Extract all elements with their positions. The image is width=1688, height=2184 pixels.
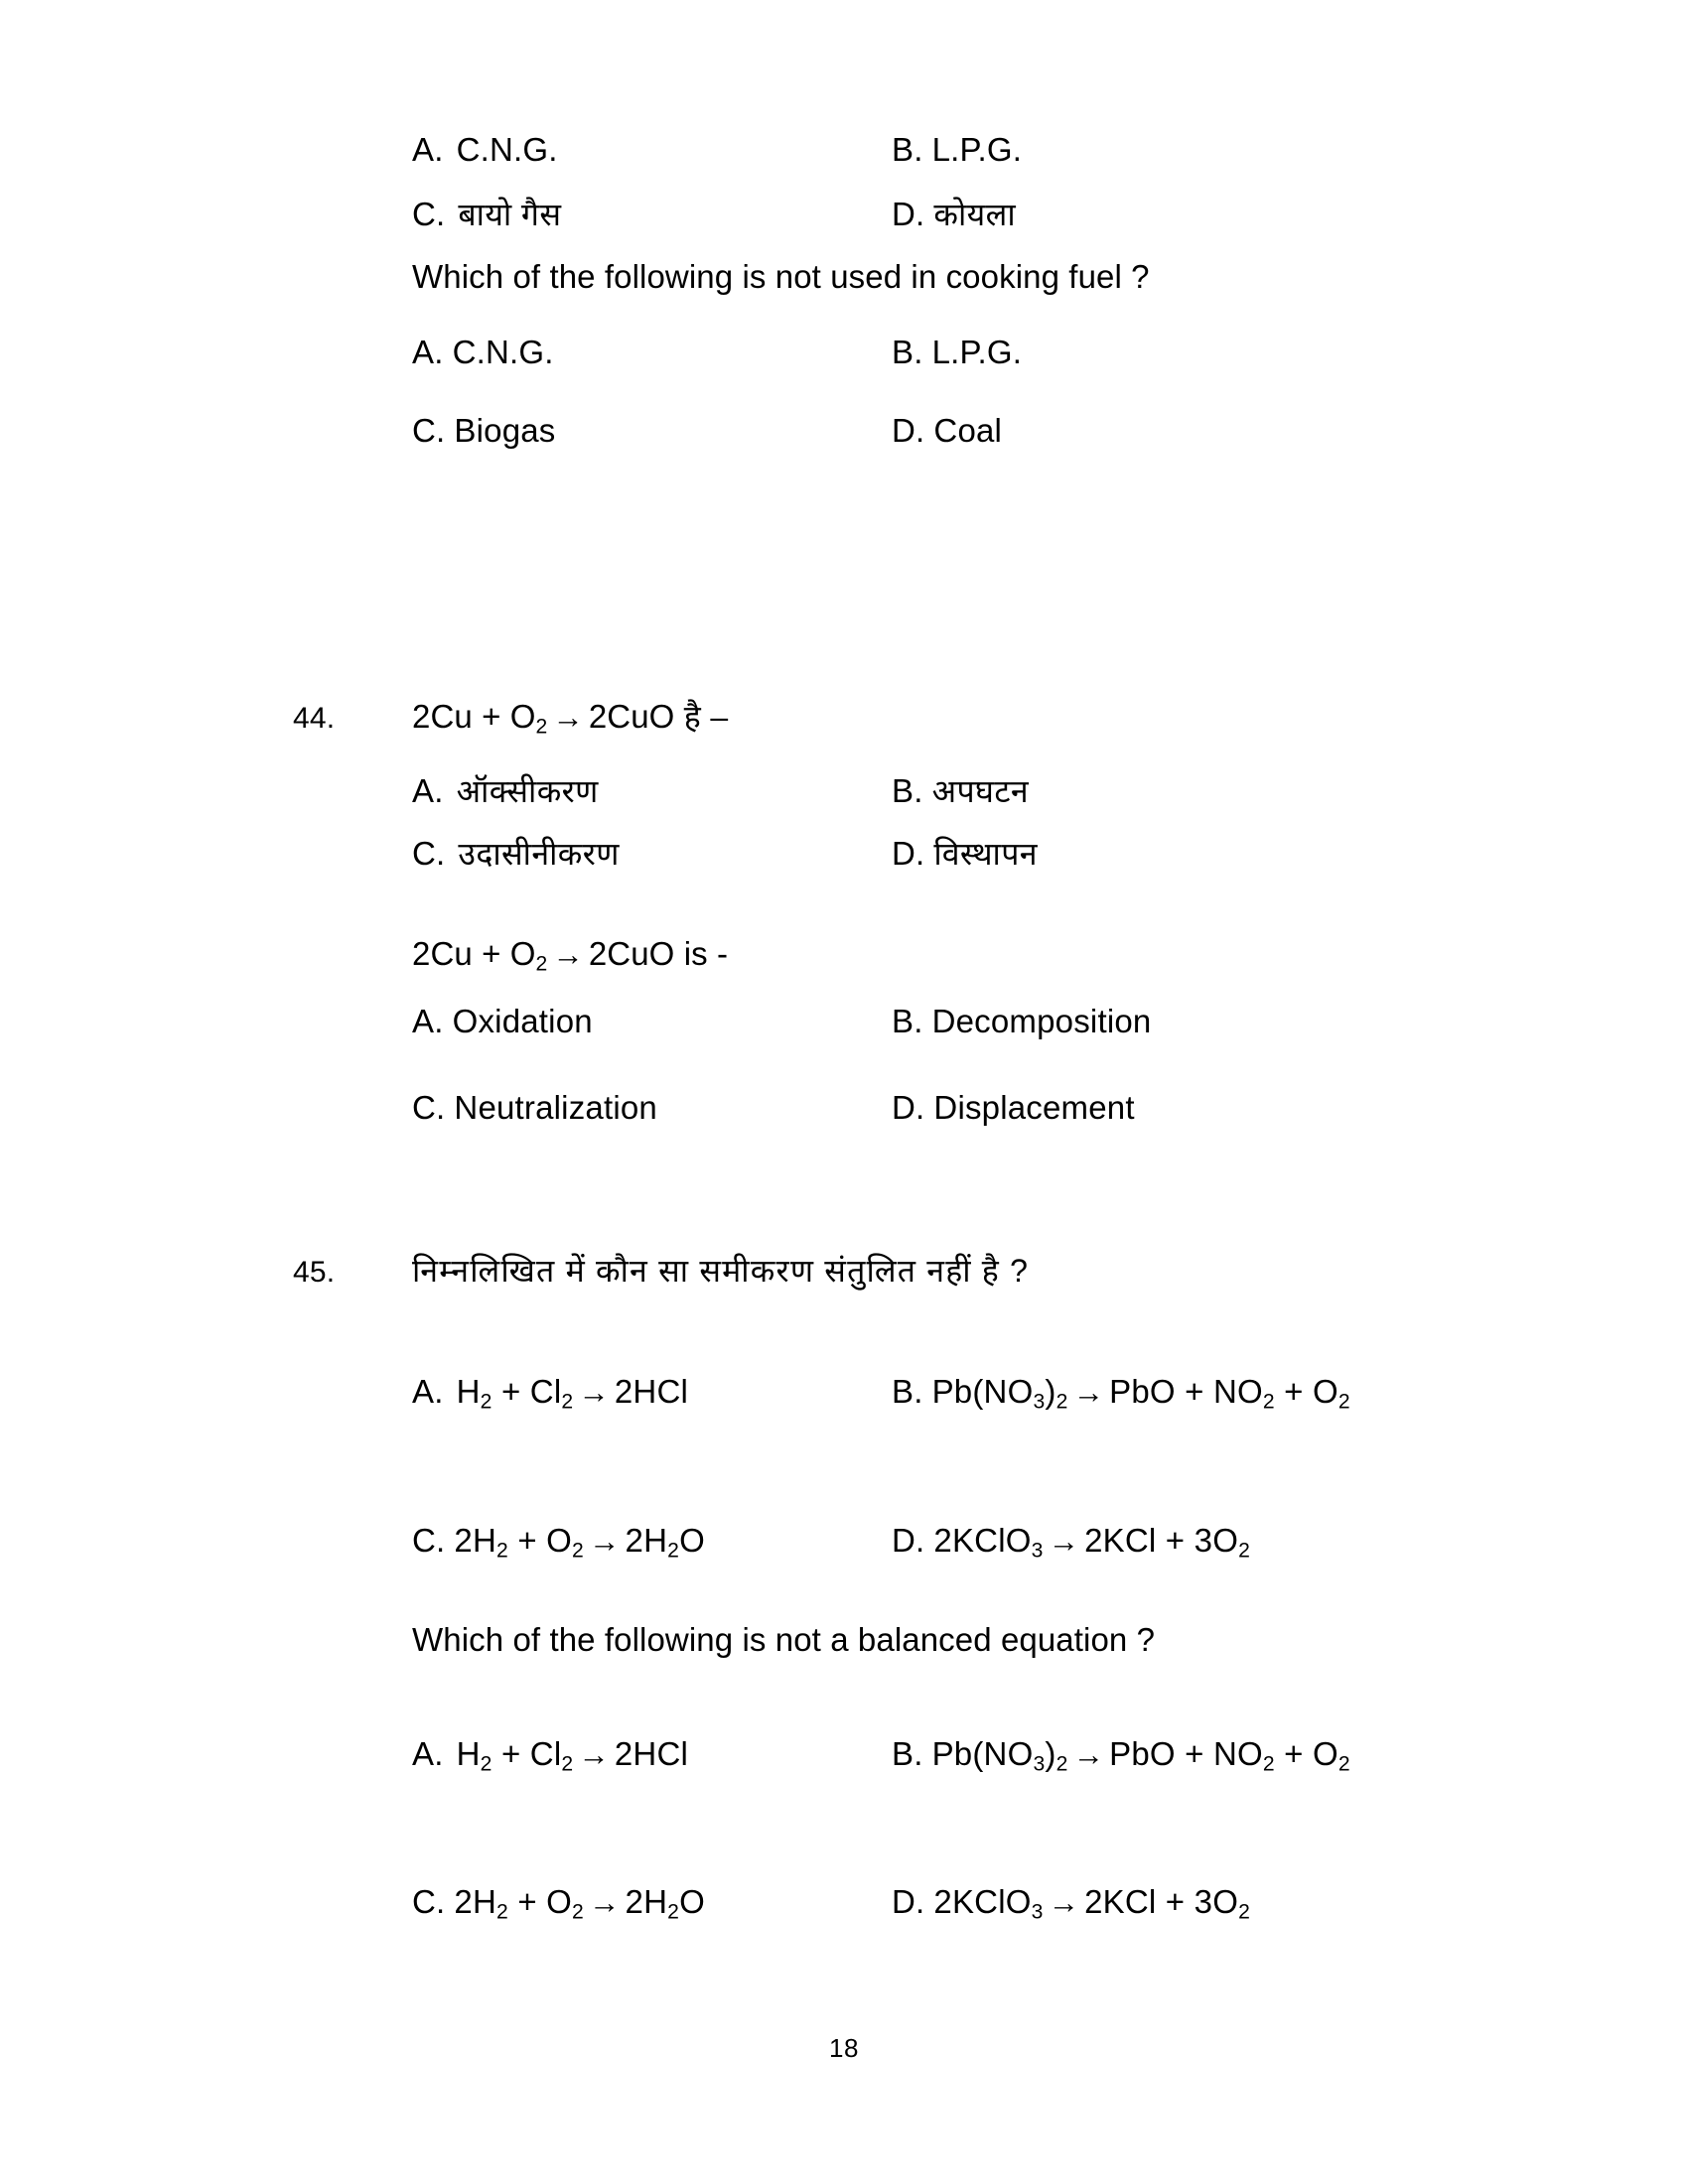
option-label-b: B. [892,1373,923,1410]
option-label-a: A. [412,1003,444,1039]
q45-hindi-option-b [892,1373,1350,1414]
q44-hindi-option-c [412,832,620,875]
q44-formula-right: 2CuO [588,698,675,735]
option-label-d: D. [892,1883,925,1920]
option-text-d: कोयला [933,197,1017,232]
option-text-a: C.N.G. [456,131,558,168]
q43-hindi-option-a [412,131,558,169]
q44-english-option-d [892,1089,1135,1127]
option-text-c: Neutralization [454,1089,657,1126]
option-label-d: D. [892,1089,925,1126]
reaction-arrow-icon: → [1048,1524,1080,1559]
q43-hindi-option-b [892,131,1022,169]
option-label-d: D. [892,196,925,232]
q44-en-formula-left: 2Cu + O [412,935,536,972]
q43-hindi-option-c [412,193,561,235]
option-text-c: उदासीनीकरण [458,836,620,872]
option-label-b: B. [892,131,923,168]
q45-hindi-option-a [412,1373,689,1414]
option-label-b: B. [892,334,923,370]
equation-c: $2H_2 + O_2 \to 2H_2O$ [454,1883,705,1924]
option-label-c: C. [412,1883,446,1920]
option-text-a: Oxidation [452,1003,593,1039]
equation-d: 2KClO$_3$ → $2KCl + 3O_2$ [933,1883,1251,1924]
equation-a: $H_2 + Cl_2 \to 2HCl$ [456,1373,689,1414]
q43-english-option-d [892,412,1002,450]
reaction-arrow-icon: → [578,1375,610,1410]
q45-english-option-a [412,1735,689,1776]
option-label-d: D. [892,835,925,872]
reaction-arrow-icon: → [552,700,584,735]
q44-en-formula-right: 2CuO [588,935,675,972]
option-label-a: A. [412,772,444,809]
option-text-b: अपघटन [931,773,1030,809]
reaction-arrow-icon: → [588,1885,621,1920]
q44-english-stem [412,935,729,976]
option-text-a: ऑक्सीकरण [456,773,599,809]
option-text-b: L.P.G. [931,334,1023,370]
q44-hindi-stem [412,695,729,738]
q45-english-stem: Which of the following is not a balanced equation ? [412,1621,1156,1658]
option-label-a: A. [412,1735,444,1772]
q44-hindi-option-d [892,832,1038,875]
reaction-arrow-icon: → [588,1524,621,1559]
option-text-d: Displacement [933,1089,1135,1126]
option-label-a: A. [412,334,444,370]
q44-en-suffix: is - [683,935,729,972]
q44-hindi-option-a [412,769,599,812]
option-label-c: C. [412,835,446,872]
option-label-d: D. [892,1522,925,1559]
option-text-d: विस्थापन [933,836,1038,872]
q45-hindi-stem: निम्नलिखित में कौन सा समीकरण संतुलित नहीं है ? [412,1253,1030,1289]
q44-hindi-option-b [892,769,1029,812]
page-number: 18 [829,2033,859,2063]
option-label-a: A. [412,131,444,168]
q43-english-stem: Which of the following is not used in cooking fuel ? [412,258,1150,295]
option-text-a: C.N.G. [452,334,554,370]
q43-english-option-a [412,334,554,371]
option-label-c: C. [412,412,446,449]
q44-formula-left: 2Cu + O [412,698,536,735]
q44-english-option-a [412,1003,593,1040]
q43-english-option-c [412,412,556,450]
equation-d: 2KClO$_3$ → $2KCl + 3O_2$ [933,1522,1251,1563]
equation-b: $Pb(NO_3)_2$ → PbO + $NO_2 + O_2$ [931,1735,1350,1776]
reaction-arrow-icon: → [552,937,584,972]
option-text-b: Decomposition [931,1003,1152,1039]
q45-english-option-b [892,1735,1350,1776]
question-number-45: 45. [293,1256,336,1289]
option-label-b: B. [892,1003,923,1039]
question-number-44: 44. [293,702,336,735]
q45-english-option-c [412,1883,705,1924]
q43-english-option-b [892,334,1022,371]
q45-english-option-d [892,1883,1251,1924]
reaction-arrow-icon: → [1072,1737,1105,1772]
reaction-arrow-icon: → [578,1737,610,1772]
equation-b: $Pb(NO_3)_2$ → PbO + $NO_2 + O_2$ [931,1373,1350,1414]
option-label-d: D. [892,412,925,449]
q44-english-option-b [892,1003,1151,1040]
option-label-b: B. [892,772,923,809]
option-text-d: Coal [933,412,1003,449]
option-label-a: A. [412,1373,444,1410]
option-text-c: Biogas [454,412,556,449]
q43-hindi-option-d [892,193,1016,235]
q44-hindi-suffix: है – [683,699,729,735]
option-label-c: C. [412,196,446,232]
q44-sub-1: 2 [535,715,548,739]
reaction-arrow-icon: → [1072,1375,1105,1410]
option-label-c: C. [412,1522,446,1559]
equation-a: $H_2 + Cl_2 \to 2HCl$ [456,1735,689,1776]
option-label-b: B. [892,1735,923,1772]
reaction-arrow-icon: → [1048,1885,1080,1920]
option-text-b: L.P.G. [931,131,1023,168]
option-label-c: C. [412,1089,446,1126]
q44-english-option-c [412,1089,657,1127]
q45-hindi-option-c [412,1522,705,1563]
equation-c: $2H_2 + O_2 \to 2H_2O$ [454,1522,705,1563]
q45-hindi-option-d [892,1522,1251,1563]
q44-en-sub-1: 2 [535,952,548,976]
option-text-c: बायो गैस [458,197,562,232]
